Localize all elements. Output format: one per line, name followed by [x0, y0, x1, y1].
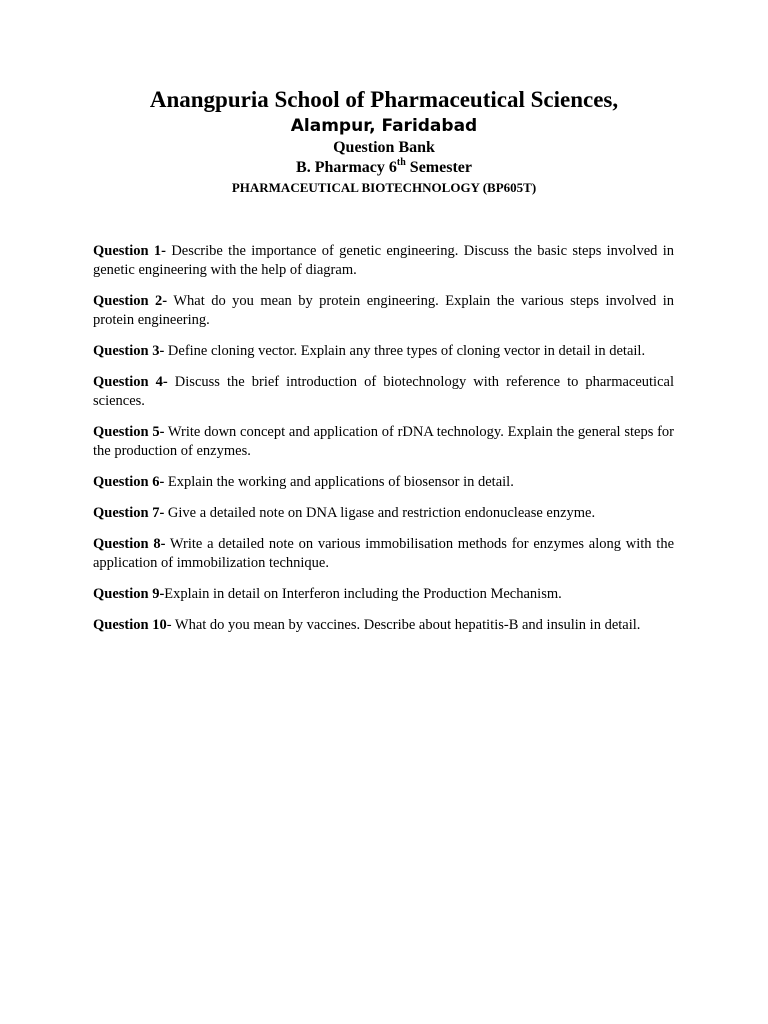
question-item — [93, 585, 674, 604]
school-location: Alampur, Faridabad — [290, 116, 478, 136]
question-label: Question 3- — [93, 343, 165, 359]
question-text: Explain in detail on Interferon including the Production Mechanism. — [164, 586, 562, 602]
program-prefix: B. Pharmacy 6 — [296, 159, 397, 176]
question-label: Question 7- — [93, 505, 165, 521]
question-item — [93, 242, 674, 280]
question-label: Question 10 — [93, 617, 167, 633]
question-label: Question 2- — [93, 293, 168, 309]
question-label: Question 5- — [93, 424, 165, 440]
question-text: Define cloning vector. Explain any three types of cloning vector in detail in detail. — [164, 343, 646, 359]
question-text: Discuss the brief introduction of biotechnology with reference to pharmaceutical sciences. — [93, 374, 674, 409]
program-ordinal-suffix: th — [396, 157, 406, 168]
question-label: Question 1- — [93, 243, 166, 259]
question-text: - What do you mean by vaccines. Describe about hepatitis-B and insulin in detail. — [166, 617, 641, 633]
question-text: Explain the working and applications of biosensor in detail. — [164, 474, 514, 490]
question-item — [93, 535, 674, 573]
question-label: Question 9- — [93, 586, 165, 602]
program-suffix: Semester — [405, 159, 472, 176]
question-text: Write a detailed note on various immobilisation methods for enzymes along with the application of immobilization technique. — [93, 536, 675, 571]
question-item — [93, 373, 674, 411]
question-label: Question 4- — [93, 374, 168, 390]
subject-title: PHARMACEUTICAL BIOTECHNOLOGY (BP605T) — [231, 180, 537, 195]
question-item — [93, 292, 674, 330]
question-text: Give a detailed note on DNA ligase and restriction endonuclease enzyme. — [164, 505, 596, 521]
question-list — [93, 242, 674, 647]
question-label: Question 8- — [93, 536, 166, 552]
document-header — [0, 86, 768, 198]
question-item — [93, 342, 674, 361]
school-name: Anangpuria School of Pharmaceutical Sciences, — [149, 87, 619, 112]
question-item — [93, 423, 674, 461]
question-text: Write down concept and application of rDNA technology. Explain the general steps for the production of enzymes. — [93, 424, 674, 459]
document-title: Question Bank — [333, 139, 435, 156]
question-text: What do you mean by protein engineering. Explain the various steps involved in protein engineering. — [93, 293, 675, 328]
question-text: Describe the importance of genetic engineering. Discuss the basic steps involved in genetic engineering with the help of diagram. — [93, 243, 674, 278]
question-label: Question 6- — [93, 474, 165, 490]
program-semester — [0, 158, 768, 178]
question-item — [93, 473, 674, 492]
question-item — [93, 504, 674, 523]
question-item — [93, 616, 674, 635]
